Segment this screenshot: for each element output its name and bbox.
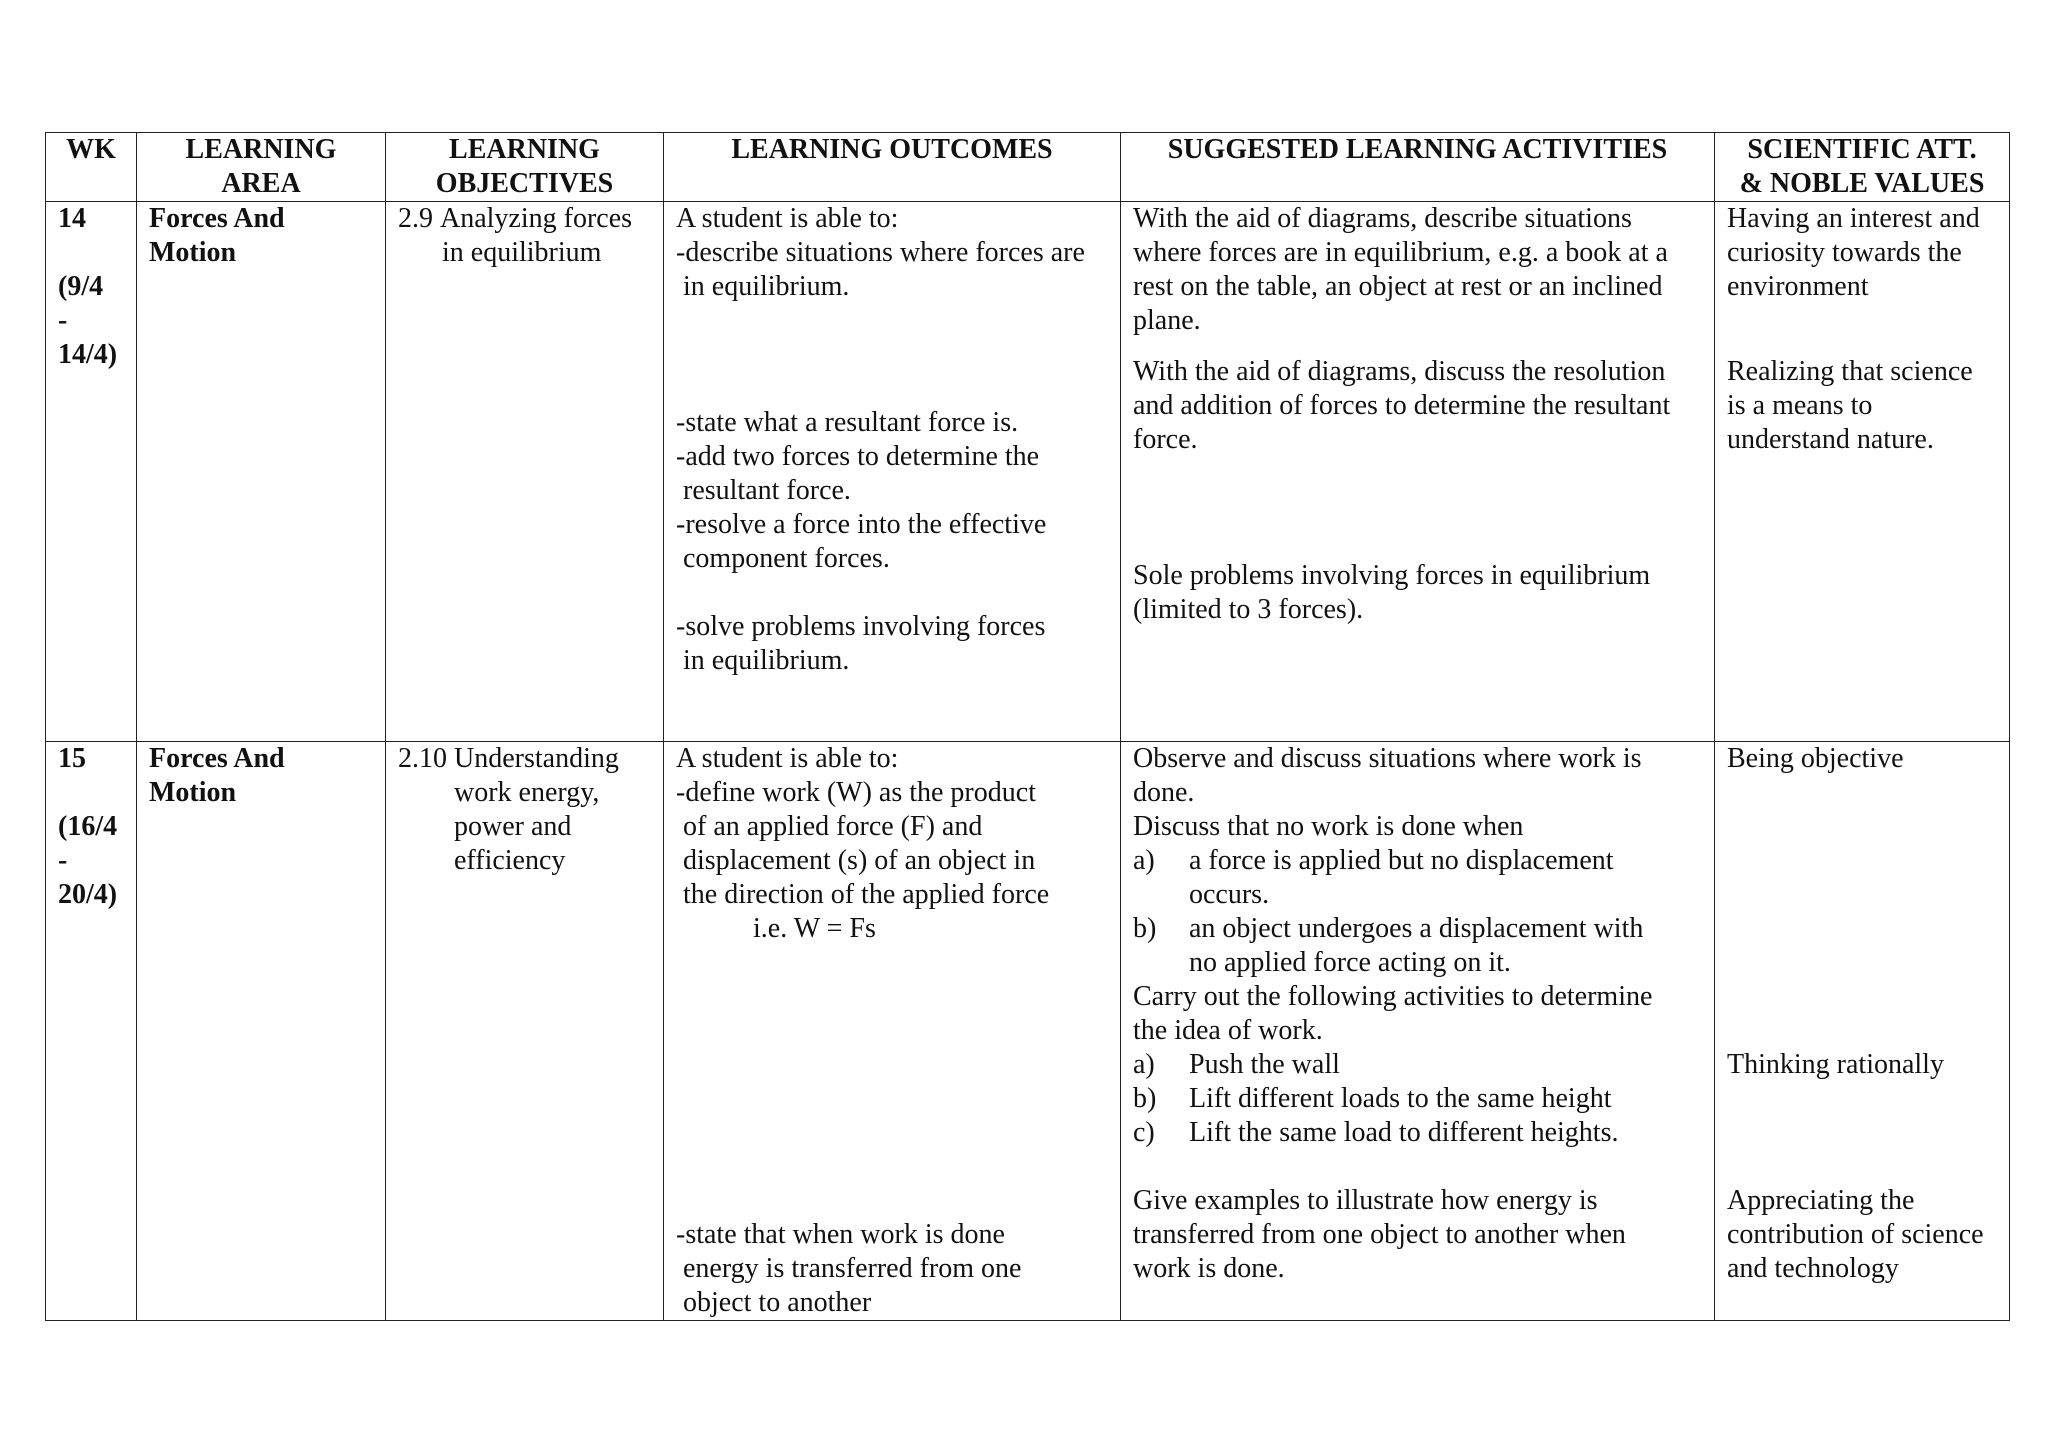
- scientific-values-cell: Having an interest and curiosity towards the environment Realizing that science is a means to understand nature.: [1715, 202, 2010, 742]
- learning-objective-cell: 2.9 Analyzing forces in equilibrium: [386, 202, 664, 742]
- learning-outcomes-cell: A student is able to: -describe situations where forces are in equilibrium. -state what a resultant force is. -add two forces to determine the resultant force. -resolve a force into the effective component forces. -solve problems involving forces in equilibrium.: [664, 202, 1121, 742]
- suggested-activities-cell: Observe and discuss situations where work is done. Discuss that no work is done when a) a force is applied but no displacement occurs. b) an object undergoes a displacement with no applied force acting on it. Carry out the following activities to determine the idea of work. a) Push the wall b) Lift different loads to the same height c) Lift the same load to different heights. Give examples to illustrate how energy is transferred from one object to another when work is done.: [1121, 742, 1715, 1321]
- learning-area-cell: Forces And Motion: [137, 742, 386, 1321]
- header-scientific-values: SCIENTIFIC ATT. & NOBLE VALUES: [1715, 133, 2010, 202]
- list-item: b) an object undergoes a displacement with no applied force acting on it.: [1133, 913, 1644, 978]
- suggested-activities-cell: With the aid of diagrams, describe situations where forces are in equilibrium, e.g. a book at a rest on the table, an object at rest or an inclined plane. With the aid of diagrams, discuss the resolution and addition of forces to determine the resultant force. Sole problems involving forces in equilibrium (limited to 3 forces).: [1121, 202, 1715, 742]
- header-wk: WK: [46, 133, 137, 202]
- header-suggested-activities: SUGGESTED LEARNING ACTIVITIES: [1121, 133, 1715, 202]
- list-item: b) Lift different loads to the same height: [1133, 1083, 1612, 1114]
- header-learning-area: LEARNING AREA: [137, 133, 386, 202]
- list-item: a) Push the wall: [1133, 1049, 1340, 1080]
- list-item: a) a force is applied but no displacement occurs.: [1133, 845, 1614, 910]
- week-cell: 15 (16/4 - 20/4): [46, 742, 137, 1321]
- table-row-week-14: [46, 202, 2010, 742]
- header-learning-outcomes: LEARNING OUTCOMES: [664, 133, 1121, 202]
- week-cell: 14 (9/4 - 14/4): [46, 202, 137, 742]
- list-item: c) Lift the same load to different heights.: [1133, 1117, 1619, 1148]
- scheme-of-work-table: [45, 132, 2010, 1321]
- learning-objective-cell: 2.10 Understanding work energy, power and efficiency: [386, 742, 664, 1321]
- table-row-week-15: [46, 742, 2010, 1321]
- header-learning-objectives: LEARNING OBJECTIVES: [386, 133, 664, 202]
- learning-outcomes-cell: A student is able to: -define work (W) as the product of an applied force (F) and displacement (s) of an object in the direction of the applied force i.e. W = Fs -state that when work is done energy is transferred from one object to another: [664, 742, 1121, 1321]
- objective-number: 2.9: [398, 203, 433, 234]
- objective-number: 2.10: [398, 743, 447, 774]
- scientific-values-cell: Being objective Thinking rationally Appreciating the contribution of science and technology: [1715, 742, 2010, 1321]
- learning-area-cell: Forces And Motion: [137, 202, 386, 742]
- header-row: [46, 133, 2010, 202]
